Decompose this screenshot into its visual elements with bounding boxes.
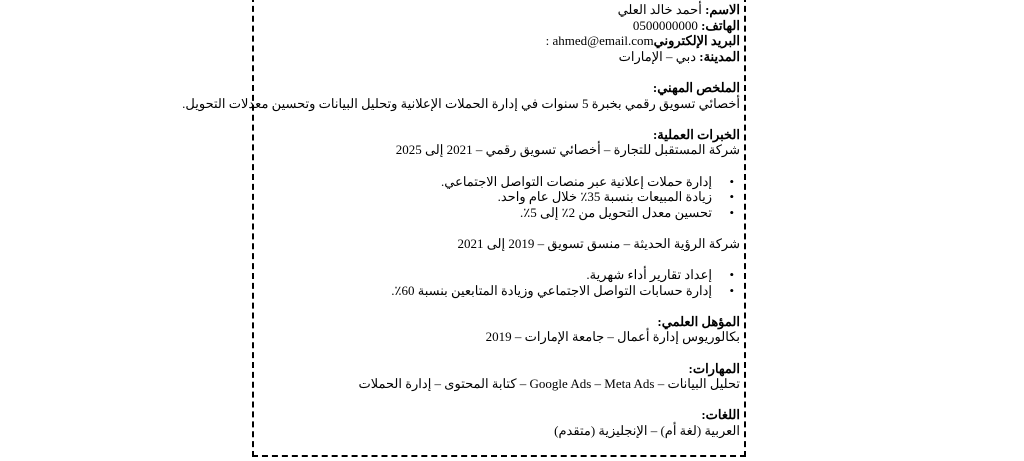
contact-email — [258, 33, 740, 49]
skills-heading: المهارات: — [688, 360, 740, 376]
resume-page — [182, 0, 746, 457]
contact-phone — [258, 18, 740, 34]
summary-text: أخصائي تسويق رقمي بخبرة 5 سنوات في إدارة الحملات الإعلانية وتحليل البيانات وتحسين معدلات التحويل. — [182, 95, 740, 111]
experience-heading: الخبرات العملية: — [652, 126, 740, 142]
summary-heading: الملخص المهني: — [652, 79, 740, 95]
city-value: دبي – الإمارات — [618, 48, 700, 64]
job-1-bullets — [258, 174, 740, 221]
phone-label: الهاتف: — [701, 17, 740, 33]
job-2-bullets — [258, 267, 740, 298]
bullet-item: • إعداد تقارير أداء شهرية. — [258, 267, 712, 283]
education-heading: المؤهل العلمي: — [657, 313, 740, 329]
bullet-item: • إدارة حملات إعلانية عبر منصات التواصل الاجتماعي. — [258, 174, 712, 190]
languages-text: العربية (لغة أم) – الإنجليزية (متقدم) — [554, 423, 740, 439]
spacer — [258, 392, 740, 408]
job-title-1: شركة المستقبل للتجارة – أخصائي تسويق رقمي – 2021 إلى 2025 — [395, 142, 740, 158]
email-value: ahmed@email.com : — [545, 33, 654, 49]
bullet-item: • زيادة المبيعات بنسبة 35٪ خلال عام واحد. — [258, 189, 712, 205]
spacer — [258, 158, 740, 174]
bullet-item: • إدارة حسابات التواصل الاجتماعي وزيادة المتابعين بنسبة 60٪. — [258, 283, 712, 299]
contact-city — [258, 49, 740, 65]
spacer — [258, 345, 740, 361]
name-label: الاسم: — [705, 2, 740, 17]
job-title-2: شركة الرؤية الحديثة – منسق تسويق – 2019 إلى 2021 — [457, 235, 740, 251]
bullet-item: • تحسين معدل التحويل من 2٪ إلى 5٪. — [258, 205, 712, 221]
phone-value: 0500000000 — [632, 17, 702, 33]
spacer — [258, 298, 740, 314]
education-text: بكالوريوس إدارة أعمال – جامعة الإمارات – 2019 — [485, 329, 740, 345]
spacer — [258, 111, 740, 127]
spacer — [258, 252, 740, 268]
name-value: أحمد خالد العلي — [617, 2, 706, 17]
spacer — [258, 64, 740, 80]
city-label: المدينة: — [699, 48, 740, 64]
skills-text: تحليل البيانات – Google Ads – Meta Ads – كتابة المحتوى – إدارة الحملات — [358, 376, 740, 392]
email-label: البريد الإلكتروني — [653, 33, 740, 49]
spacer — [258, 220, 740, 236]
contact-name — [258, 2, 740, 18]
languages-heading: اللغات: — [701, 407, 740, 423]
